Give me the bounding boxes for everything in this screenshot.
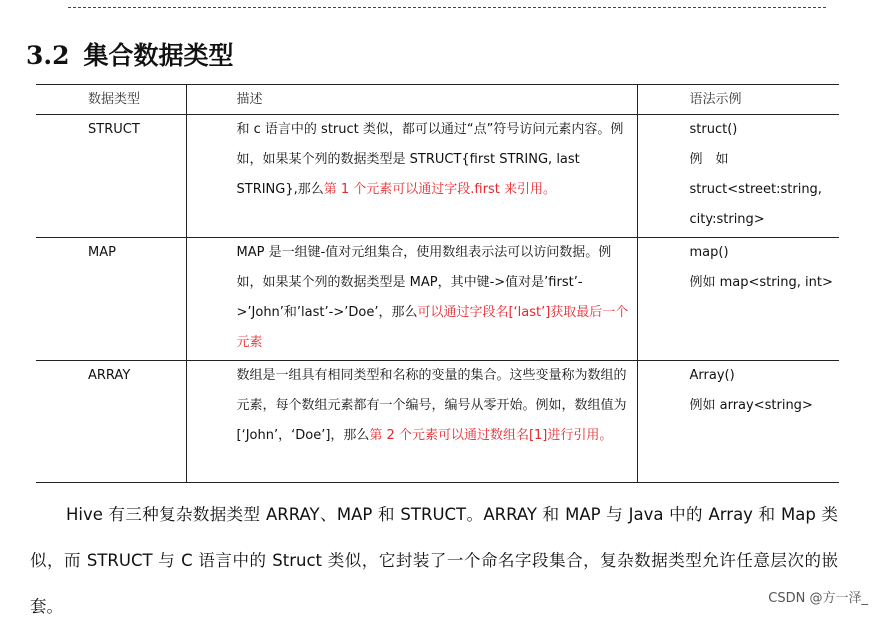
description-highlight: 第 2 个元素可以通过数组名[1]进行引用。	[369, 428, 613, 443]
syntax-constructor: map()	[689, 245, 729, 260]
syntax-constructor: Array()	[689, 368, 735, 383]
description-highlight: 可以通过字段名[‘last’]获取最后一个元素	[236, 305, 629, 350]
section-number: 3.2	[26, 41, 70, 70]
header-syntax: 语法示例	[637, 85, 839, 115]
description-text: 和 c 语言中的 struct 类似，都可以通过“点”符号访问元素内容。例如，如果某个列的数据类型是 STRUCT{first STRING, last STRING},那么	[236, 122, 624, 197]
description-text: 数组是一组具有相同类型和名称的变量的集合。这些变量称为数组的元素，每个数组元素都有一个编号，编号从零开始。例如，数组值为[‘John’，‘Doe’]，那么	[236, 368, 627, 443]
watermark: CSDN @方一泽_	[768, 591, 868, 606]
paragraph-text: Hive 有三种复杂数据类型 ARRAY、MAP 和 STRUCT。ARRAY 和 MAP 与 Java 中的 Array 和 Map 类似，而 STRUCT 与 C 语言中的 Struct 类似，它封装了一个命名字段集合，复杂数据类型允许任意层次的嵌套。	[30, 505, 838, 616]
description-cell	[186, 361, 637, 483]
type-cell: STRUCT	[36, 115, 186, 238]
section-title: 集合数据类型	[83, 41, 234, 70]
description-text: MAP 是一组键-值对元组集合，使用数组表示法可以访问数据。例如，如果某个列的数据类型是 MAP，其中键->值对是’first’->’John’和’last’->’Doe’，那么	[236, 245, 612, 320]
syntax-constructor: struct()	[689, 122, 738, 137]
syntax-cell	[637, 115, 839, 238]
header-description: 描述	[186, 85, 637, 115]
description-highlight: 第 1 个元素可以通过字段.first 来引用。	[323, 182, 556, 197]
type-cell: ARRAY	[36, 361, 186, 483]
section-heading	[26, 36, 234, 72]
table-row	[36, 361, 839, 483]
syntax-cell	[637, 361, 839, 483]
table-row	[36, 115, 839, 238]
dashed-divider	[68, 7, 826, 8]
type-cell: MAP	[36, 238, 186, 361]
syntax-example: 例 如 struct<street:string, city:string>	[689, 152, 822, 227]
table-header-row	[36, 85, 839, 115]
description-cell	[186, 115, 637, 238]
header-type: 数据类型	[36, 85, 186, 115]
body-paragraph	[30, 492, 838, 630]
data-types-table	[36, 84, 839, 483]
table-row	[36, 238, 839, 361]
description-cell	[186, 238, 637, 361]
syntax-example: 例如 map<string, int>	[689, 275, 833, 290]
syntax-cell	[637, 238, 839, 361]
syntax-example: 例如 array<string>	[689, 398, 813, 413]
